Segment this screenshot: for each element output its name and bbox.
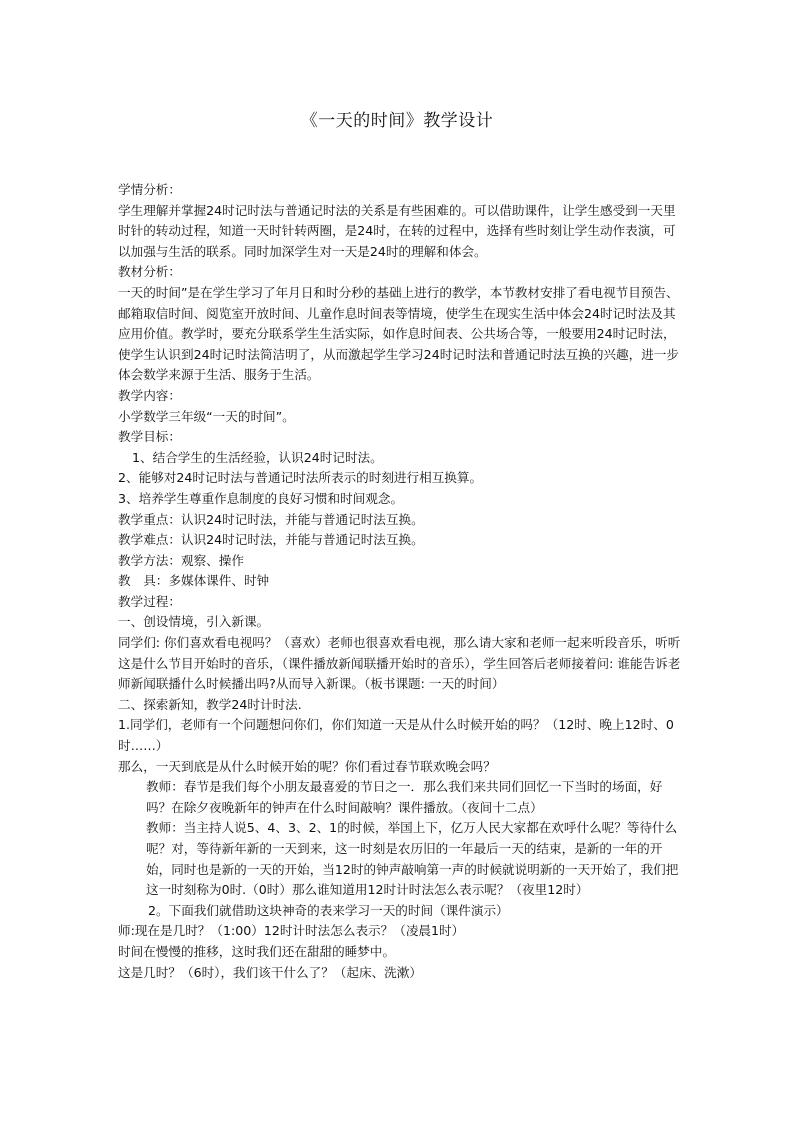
- goal-item: 1、结合学生的生活经验，认识24时记时法。: [132, 449, 383, 465]
- paragraph: 学生理解并掌握24时记时法与普通记时法的关系是有些困难的。可以借助课件，让学生感受到一天里时针的转动过程，知道一天时针转两圈，是24时，在转的过程中，选择有些时刻让学生动作表演，可以加强与生活的联系。同时加深学生对一天是24时的理解和体会。: [118, 202, 676, 259]
- key-point: 教学重点：认识24时记时法，并能与普通记时法互换。: [118, 511, 424, 527]
- document-body: [118, 180, 686, 983]
- teaching-method: 教学方法：观察、操作: [118, 552, 244, 568]
- paragraph: 教师：春节是我们每个小朋友最喜爱的节日之一．那么我们来共同们回忆一下当时的场面，好吗？在除夕夜晚新年的钟声在什么时间敲响？课件播放。（夜间十二点）: [146, 779, 663, 815]
- paragraph: 师:现在是几时？（1:00）12时计时法怎么表示？（凌晨1时）: [118, 923, 465, 939]
- teaching-tools: 教 具：多媒体课件、时钟: [118, 573, 270, 589]
- section-heading: 教学过程：: [118, 593, 181, 609]
- paragraph: 时间在慢慢的推移，这时我们还在甜甜的睡梦中。: [118, 943, 396, 959]
- section-heading: 教学目标：: [118, 429, 181, 445]
- section-heading: 教学内容：: [118, 387, 181, 403]
- step-heading: 二、探索新知，教学24时计时法.: [118, 696, 302, 712]
- section-heading: 教材分析：: [118, 264, 181, 280]
- paragraph: 2。下面我们就借助这块神奇的表来学习一天的时间（课件演示）: [148, 902, 509, 918]
- paragraph: 那么，一天到底是从什么时候开始的呢？你们看过春节联欢晚会吗？: [118, 758, 496, 774]
- goal-item: 3、培养学生尊重作息制度的良好习惯和时间观念。: [118, 490, 404, 506]
- paragraph: 小学数学三年级“一天的时间”。: [118, 408, 295, 424]
- paragraph: 一天的时间”是在学生学习了年月日和时分秒的基础上进行的教学，本节教材安排了看电视节目预告、邮箱取信时间、阅览室开放时间、儿童作息时间表等情境，使学生在现实生活中体会24时记时法及其应用价值。教学时，要充分联系学生生活实际，如作息时间表、公共场合等，一般要用24时记时法，使学生认识到24时记时法简洁明了，从而激起学生学习24时记时法和普通记时法互换的兴趣，进一步体会数学来源于生活、服务于生活。: [118, 284, 679, 383]
- paragraph: 这是几时？（6时），我们该干什么了？（起床、洗漱）: [118, 964, 422, 980]
- difficult-point: 教学难点：认识24时记时法，并能与普通记时法互换。: [118, 532, 424, 548]
- paragraph: 1.同学们，老师有一个问题想问你们，你们知道一天是从什么时候开始的吗？（12时、晚上12时、0时……）: [118, 717, 674, 754]
- paragraph: 同学们: 你们喜欢看电视吗？（喜欢）老师也很喜欢看电视，那么请大家和老师一起来听段音乐，听听这是什么节目开始时的音乐，（课件播放新闻联播开始时的音乐），学生回答后老师接着问: 谁能告诉老师新闻联播什么时候播出吗?从而导入新课。（板书课题: 一天的时间）: [118, 635, 681, 692]
- paragraph: 教师：当主持人说5、4、3、2、1的时候，举国上下，亿万人民大家都在欢呼什么呢？等待什么呢？对，等待新年新的一天到来，这一时刻是农历旧的一年最后一天的结束，是新的一年的开始，同时也是新的一天的开始，当12时的钟声敲响第一声的时候就说明新的一天开始了，我们把这一时刻称为0时.（0时）那么谁知道用12时计时法怎么表示呢？（夜里12时）: [146, 820, 679, 898]
- goal-item: 2、能够对24时记时法与普通记时法所表示的时刻进行相互换算。: [118, 470, 483, 486]
- section-heading: 学情分析：: [118, 182, 181, 197]
- step-heading: 一、创设情境，引入新课。: [118, 614, 270, 630]
- document-title: 《一天的时间》教学设计: [300, 111, 494, 131]
